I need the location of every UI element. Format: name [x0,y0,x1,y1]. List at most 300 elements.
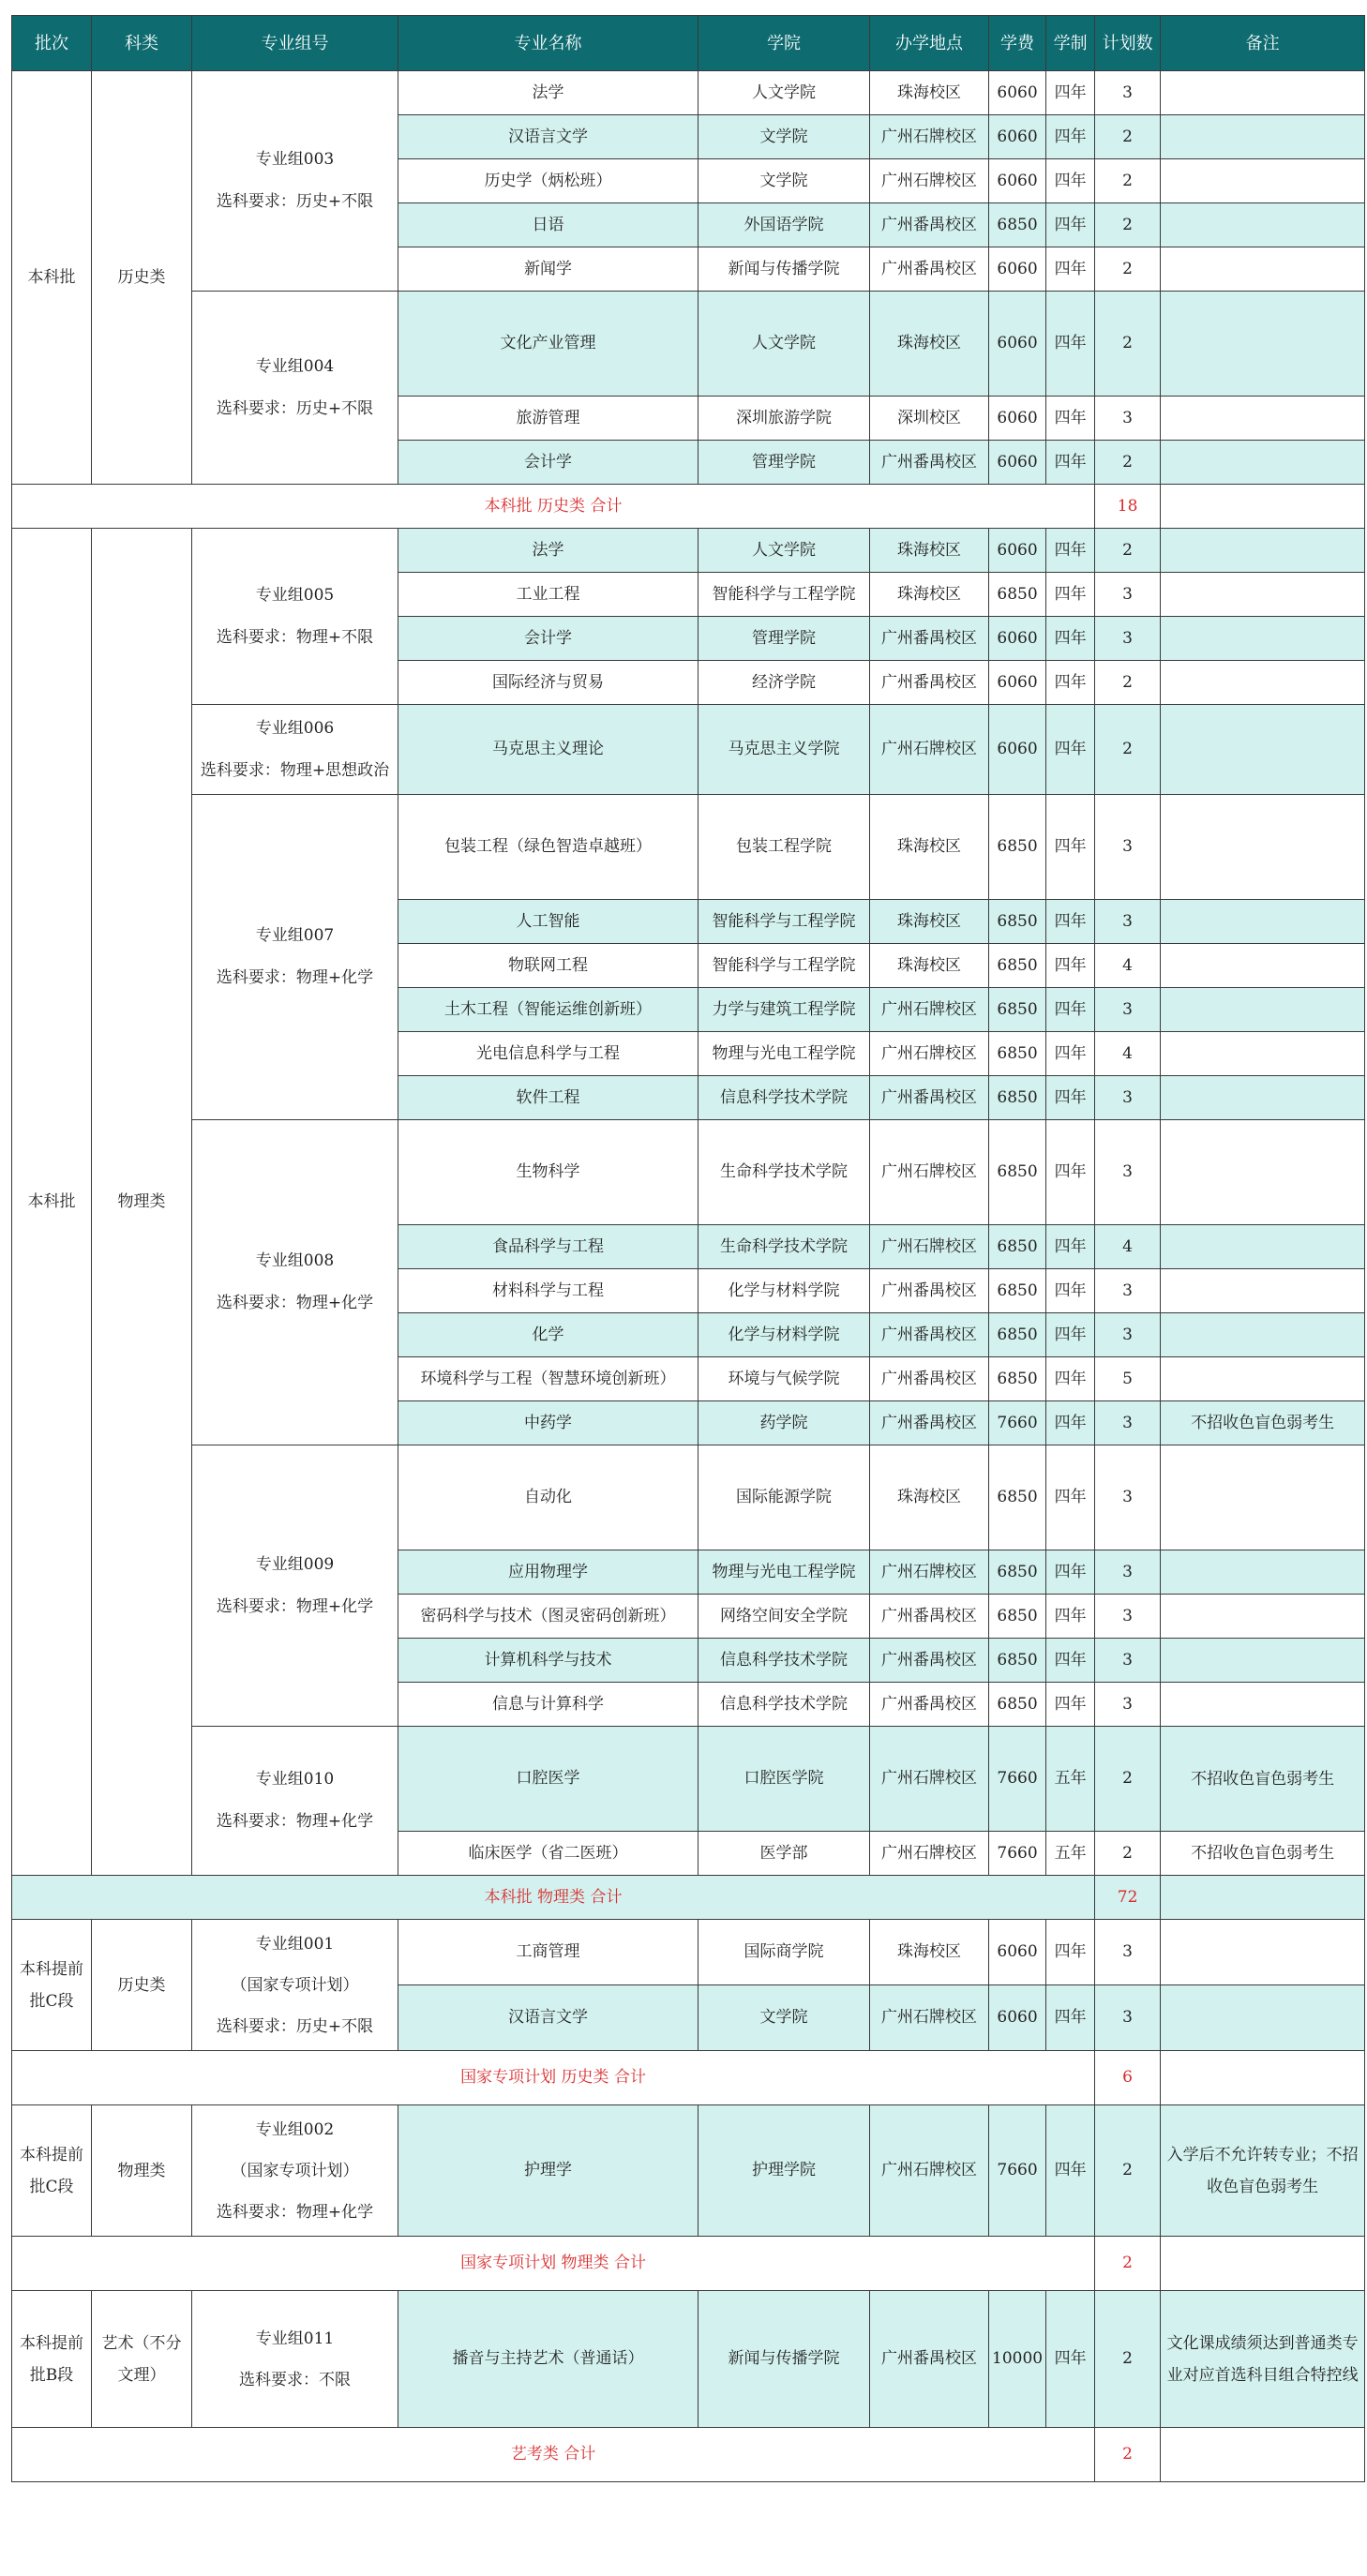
study-years: 四年 [1046,1639,1095,1683]
major-name: 马克思主义理论 [398,705,699,795]
plan-count: 3 [1095,1683,1161,1727]
major-name: 护理学 [398,2105,699,2237]
header-group: 专业组号 [192,16,398,71]
category-cell: 历史类 [92,71,192,485]
college-name: 环境与气候学院 [699,1357,870,1401]
subtotal-label: 国家专项计划 物理类 合计 [12,2237,1095,2291]
remark [1161,1550,1365,1595]
subtotal-label: 国家专项计划 历史类 合计 [12,2051,1095,2105]
campus-location: 广州番禺校区 [870,1269,989,1313]
plan-count: 4 [1095,1032,1161,1076]
remark [1161,1269,1365,1313]
tuition-fee: 6850 [989,944,1046,988]
group-line: 选科要求：历史+不限 [216,2016,374,2036]
subtotal-row [12,2428,1365,2482]
subject-requirement: 选科要求：物理+化学 [216,1294,374,1312]
remark [1161,900,1365,944]
batch-cell: 本科批 [12,529,92,1876]
tuition-fee: 6850 [989,1120,1046,1225]
tuition-fee: 6060 [989,292,1046,397]
major-name: 会计学 [398,441,699,485]
tuition-fee: 6060 [989,1920,1046,1985]
tuition-fee: 6060 [989,529,1046,573]
plan-count: 3 [1095,1076,1161,1120]
subtotal-value: 6 [1095,2051,1161,2105]
study-years: 四年 [1046,1120,1095,1225]
remark [1161,661,1365,705]
remark [1161,247,1365,292]
college-name: 国际能源学院 [699,1445,870,1550]
plan-count: 3 [1095,1595,1161,1639]
plan-count: 4 [1095,1225,1161,1269]
campus-location: 广州番禺校区 [870,441,989,485]
subtotal-value: 2 [1095,2237,1161,2291]
plan-count: 4 [1095,944,1161,988]
plan-count: 3 [1095,795,1161,900]
campus-location: 广州石牌校区 [870,1985,989,2051]
remark [1161,159,1365,203]
campus-location: 广州石牌校区 [870,1225,989,1269]
college-name: 文学院 [699,1985,870,2051]
remark [1161,1076,1365,1120]
plan-count: 3 [1095,988,1161,1032]
subject-requirement: 选科要求：物理+思想政治 [200,760,390,780]
study-years: 四年 [1046,1076,1095,1120]
tuition-fee: 6850 [989,1269,1046,1313]
college-name: 信息科学技术学院 [699,1076,870,1120]
major-name: 播音与主持艺术（普通话） [398,2291,699,2428]
table-row [12,1120,1365,1225]
college-name: 智能科学与工程学院 [699,573,870,617]
campus-location: 珠海校区 [870,944,989,988]
group-cell [192,1120,398,1445]
table-row [12,705,1365,795]
subtotal-value: 2 [1095,2428,1161,2482]
header-major: 专业名称 [398,16,699,71]
table-row [12,1445,1365,1550]
campus-location: 广州石牌校区 [870,1727,989,1832]
college-name: 人文学院 [699,71,870,115]
plan-count: 2 [1095,2291,1161,2428]
tuition-fee: 6850 [989,1683,1046,1727]
tuition-fee: 6060 [989,705,1046,795]
tuition-fee: 7660 [989,1832,1046,1876]
tuition-fee: 6850 [989,1445,1046,1550]
study-years: 四年 [1046,1985,1095,2051]
campus-location: 广州番禺校区 [870,203,989,247]
remark [1161,944,1365,988]
study-years: 五年 [1046,1727,1095,1832]
campus-location: 广州番禺校区 [870,1639,989,1683]
remark [1161,705,1365,795]
plan-count: 3 [1095,1985,1161,2051]
study-years: 四年 [1046,115,1095,159]
remark [1161,1683,1365,1727]
batch-cell: 本科提前批C段 [12,1920,92,2051]
study-years: 四年 [1046,529,1095,573]
subtotal-row [12,1876,1365,1920]
table-header-row [12,16,1365,71]
tuition-fee: 6850 [989,988,1046,1032]
campus-location: 广州番禺校区 [870,1076,989,1120]
group-line: （国家专项计划） [231,2161,359,2180]
subject-requirement: 选科要求：物理+不限 [216,627,374,647]
major-name: 旅游管理 [398,397,699,441]
tuition-fee: 6850 [989,1550,1046,1595]
group-id: 专业组010 [255,1770,335,1789]
remark [1161,71,1365,115]
college-name: 信息科学技术学院 [699,1639,870,1683]
group-id: 专业组003 [255,150,335,169]
major-name: 工商管理 [398,1920,699,1985]
tuition-fee: 6060 [989,71,1046,115]
group-cell [192,1727,398,1876]
college-name: 生命科学技术学院 [699,1120,870,1225]
study-years: 四年 [1046,441,1095,485]
tuition-fee: 6850 [989,900,1046,944]
campus-location: 广州番禺校区 [870,1595,989,1639]
major-name: 信息与计算科学 [398,1683,699,1727]
table-body [12,71,1365,2482]
campus-location: 珠海校区 [870,795,989,900]
college-name: 国际商学院 [699,1920,870,1985]
plan-count: 2 [1095,292,1161,397]
study-years: 四年 [1046,1269,1095,1313]
college-name: 化学与材料学院 [699,1313,870,1357]
campus-location: 珠海校区 [870,529,989,573]
batch-cell: 本科提前批C段 [12,2105,92,2237]
subtotal-row [12,485,1365,529]
admission-plan-table [11,15,1365,2482]
study-years: 四年 [1046,573,1095,617]
campus-location: 广州石牌校区 [870,1832,989,1876]
major-name: 文化产业管理 [398,292,699,397]
college-name: 经济学院 [699,661,870,705]
college-name: 文学院 [699,115,870,159]
major-name: 包装工程（绿色智造卓越班） [398,795,699,900]
study-years: 四年 [1046,617,1095,661]
campus-location: 广州番禺校区 [870,1401,989,1445]
study-years: 四年 [1046,1550,1095,1595]
campus-location: 珠海校区 [870,71,989,115]
major-name: 计算机科学与技术 [398,1639,699,1683]
campus-location: 广州石牌校区 [870,115,989,159]
college-name: 文学院 [699,159,870,203]
major-name: 光电信息科学与工程 [398,1032,699,1076]
tuition-fee: 6060 [989,617,1046,661]
subject-requirement: 选科要求：历史+不限 [216,398,374,418]
group-id: 专业组004 [255,356,335,376]
major-name: 生物科学 [398,1120,699,1225]
plan-count: 3 [1095,900,1161,944]
study-years: 四年 [1046,795,1095,900]
group-line: 专业组002 [255,2119,335,2139]
campus-location: 广州石牌校区 [870,705,989,795]
study-years: 四年 [1046,1920,1095,1985]
remark: 入学后不允许转专业；不招收色盲色弱考生 [1161,2105,1365,2237]
header-college: 学院 [699,16,870,71]
subtotal-note [1161,2051,1365,2105]
group-id: 专业组006 [255,718,335,738]
major-name: 化学 [398,1313,699,1357]
plan-count: 3 [1095,1269,1161,1313]
college-name: 口腔医学院 [699,1727,870,1832]
group-id: 专业组007 [255,926,335,945]
group-id: 专业组005 [255,585,335,605]
plan-count: 2 [1095,661,1161,705]
subtotal-label: 本科批 物理类 合计 [12,1876,1095,1920]
college-name: 人文学院 [699,292,870,397]
group-line: （国家专项计划） [231,1975,359,1995]
group-cell [192,529,398,705]
group-cell [192,705,398,795]
study-years: 四年 [1046,71,1095,115]
tuition-fee: 6850 [989,1639,1046,1683]
remark [1161,1032,1365,1076]
plan-count: 2 [1095,159,1161,203]
plan-count: 2 [1095,115,1161,159]
plan-count: 2 [1095,1832,1161,1876]
plan-count: 3 [1095,1401,1161,1445]
campus-location: 深圳校区 [870,397,989,441]
college-name: 人文学院 [699,529,870,573]
tuition-fee: 6060 [989,115,1046,159]
remark [1161,1445,1365,1550]
campus-location: 珠海校区 [870,1445,989,1550]
remark [1161,1985,1365,2051]
campus-location: 广州番禺校区 [870,661,989,705]
major-name: 软件工程 [398,1076,699,1120]
tuition-fee: 6850 [989,1076,1046,1120]
remark: 不招收色盲色弱考生 [1161,1401,1365,1445]
remark [1161,1920,1365,1985]
table-row [12,2105,1365,2237]
category-cell: 物理类 [92,2105,192,2237]
campus-location: 珠海校区 [870,292,989,397]
campus-location: 珠海校区 [870,1920,989,1985]
college-name: 力学与建筑工程学院 [699,988,870,1032]
college-name: 护理学院 [699,2105,870,2237]
tuition-fee: 7660 [989,1727,1046,1832]
remark [1161,1120,1365,1225]
major-name: 汉语言文学 [398,115,699,159]
study-years: 四年 [1046,1401,1095,1445]
college-name: 智能科学与工程学院 [699,900,870,944]
campus-location: 广州石牌校区 [870,988,989,1032]
major-name: 法学 [398,529,699,573]
plan-count: 2 [1095,247,1161,292]
study-years: 四年 [1046,1032,1095,1076]
subtotal-value: 18 [1095,485,1161,529]
study-years: 四年 [1046,397,1095,441]
subtotal-note [1161,1876,1365,1920]
college-name: 网络空间安全学院 [699,1595,870,1639]
remark: 不招收色盲色弱考生 [1161,1727,1365,1832]
remark [1161,529,1365,573]
remark [1161,115,1365,159]
table-row [12,1920,1365,1985]
tuition-fee: 7660 [989,2105,1046,2237]
batch-cell: 本科提前批B段 [12,2291,92,2428]
tuition-fee: 6850 [989,573,1046,617]
plan-count: 2 [1095,1727,1161,1832]
plan-count: 3 [1095,1920,1161,1985]
table-row [12,292,1365,397]
plan-count: 3 [1095,617,1161,661]
remark [1161,441,1365,485]
plan-count: 3 [1095,397,1161,441]
college-name: 马克思主义学院 [699,705,870,795]
header-fee: 学费 [989,16,1046,71]
remark [1161,1225,1365,1269]
subject-requirement: 选科要求：历史+不限 [216,192,374,211]
study-years: 四年 [1046,944,1095,988]
subtotal-note [1161,2237,1365,2291]
tuition-fee: 6060 [989,441,1046,485]
major-name: 中药学 [398,1401,699,1445]
group-cell [192,71,398,292]
major-name: 物联网工程 [398,944,699,988]
tuition-fee: 6850 [989,203,1046,247]
campus-location: 广州番禺校区 [870,1357,989,1401]
major-name: 食品科学与工程 [398,1225,699,1269]
subtotal-label: 本科批 历史类 合计 [12,485,1095,529]
campus-location: 广州石牌校区 [870,1032,989,1076]
study-years: 四年 [1046,1683,1095,1727]
major-name: 工业工程 [398,573,699,617]
college-name: 包装工程学院 [699,795,870,900]
campus-location: 珠海校区 [870,573,989,617]
tuition-fee: 6850 [989,1357,1046,1401]
plan-count: 2 [1095,529,1161,573]
study-years: 四年 [1046,661,1095,705]
campus-location: 广州番禺校区 [870,617,989,661]
campus-location: 广州番禺校区 [870,1683,989,1727]
group-line: 专业组001 [255,1934,335,1954]
major-name: 环境科学与工程（智慧环境创新班） [398,1357,699,1401]
subject-requirement: 选科要求：物理+化学 [216,1812,374,1831]
tuition-fee: 10000 [989,2291,1046,2428]
tuition-fee: 6850 [989,1032,1046,1076]
plan-count: 3 [1095,1639,1161,1683]
group-cell [192,2105,398,2237]
study-years: 四年 [1046,705,1095,795]
plan-count: 5 [1095,1357,1161,1401]
campus-location: 广州番禺校区 [870,1313,989,1357]
table-row [12,529,1365,573]
college-name: 深圳旅游学院 [699,397,870,441]
remark [1161,292,1365,397]
header-batch: 批次 [12,16,92,71]
college-name: 新闻与传播学院 [699,2291,870,2428]
remark [1161,397,1365,441]
major-name: 会计学 [398,617,699,661]
major-name: 应用物理学 [398,1550,699,1595]
study-years: 四年 [1046,2105,1095,2237]
plan-count: 3 [1095,1445,1161,1550]
college-name: 医学部 [699,1832,870,1876]
major-name: 汉语言文学 [398,1985,699,2051]
tuition-fee: 6850 [989,1313,1046,1357]
college-name: 管理学院 [699,441,870,485]
campus-location: 广州石牌校区 [870,1550,989,1595]
table-row [12,795,1365,900]
major-name: 人工智能 [398,900,699,944]
campus-location: 广州石牌校区 [870,159,989,203]
group-line: 选科要求：物理+化学 [216,2202,374,2222]
group-id: 专业组008 [255,1251,335,1270]
major-name: 临床医学（省二医班） [398,1832,699,1876]
header-plan: 计划数 [1095,16,1161,71]
tuition-fee: 6850 [989,1225,1046,1269]
category-cell: 历史类 [92,1920,192,2051]
college-name: 信息科学技术学院 [699,1683,870,1727]
tuition-fee: 6060 [989,661,1046,705]
college-name: 生命科学技术学院 [699,1225,870,1269]
tuition-fee: 6060 [989,397,1046,441]
study-years: 四年 [1046,1445,1095,1550]
header-location: 办学地点 [870,16,989,71]
tuition-fee: 6850 [989,1595,1046,1639]
major-name: 材料科学与工程 [398,1269,699,1313]
tuition-fee: 6060 [989,159,1046,203]
remark [1161,1595,1365,1639]
plan-count: 2 [1095,2105,1161,2237]
remark [1161,617,1365,661]
plan-count: 3 [1095,71,1161,115]
remark: 文化课成绩须达到普通类专业对应首选科目组合特控线 [1161,2291,1365,2428]
major-name: 密码科学与技术（图灵密码创新班） [398,1595,699,1639]
college-name: 化学与材料学院 [699,1269,870,1313]
college-name: 药学院 [699,1401,870,1445]
study-years: 四年 [1046,900,1095,944]
major-name: 历史学（炳松班） [398,159,699,203]
campus-location: 广州番禺校区 [870,247,989,292]
remark [1161,1639,1365,1683]
table-row [12,2291,1365,2428]
plan-count: 3 [1095,1313,1161,1357]
major-name: 法学 [398,71,699,115]
plan-count: 2 [1095,705,1161,795]
study-years: 四年 [1046,2291,1095,2428]
study-years: 四年 [1046,292,1095,397]
study-years: 四年 [1046,203,1095,247]
category-cell: 艺术（不分文理） [92,2291,192,2428]
subtotal-note [1161,2428,1365,2482]
group-cell [192,2291,398,2428]
college-name: 智能科学与工程学院 [699,944,870,988]
study-years: 五年 [1046,1832,1095,1876]
tuition-fee: 6060 [989,247,1046,292]
table-row [12,71,1365,115]
group-cell [192,795,398,1120]
campus-location: 珠海校区 [870,900,989,944]
header-note: 备注 [1161,16,1365,71]
remark [1161,573,1365,617]
college-name: 管理学院 [699,617,870,661]
group-line: 选科要求：不限 [239,2370,351,2389]
tuition-fee: 6060 [989,1985,1046,2051]
tuition-fee: 6850 [989,795,1046,900]
college-name: 物理与光电工程学院 [699,1550,870,1595]
campus-location: 广州番禺校区 [870,2291,989,2428]
batch-cell: 本科批 [12,71,92,485]
plan-count: 3 [1095,573,1161,617]
campus-location: 广州石牌校区 [870,1120,989,1225]
subtotal-label: 艺考类 合计 [12,2428,1095,2482]
remark [1161,1313,1365,1357]
group-line: 专业组011 [255,2329,335,2348]
